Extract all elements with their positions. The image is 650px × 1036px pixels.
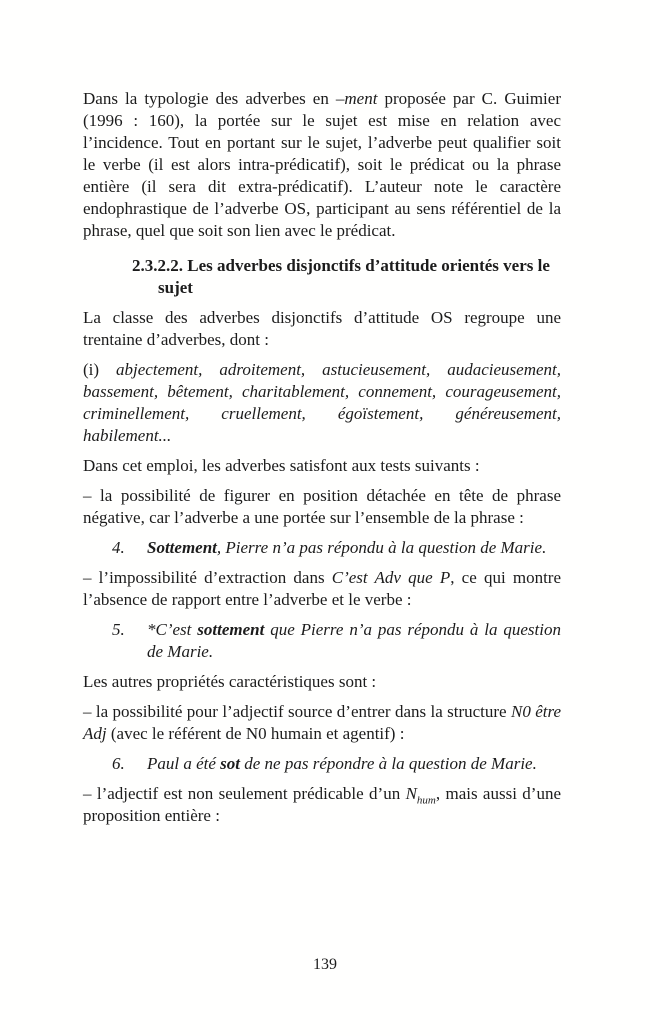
example-4-text: Sottement, Pierre n’a pas répondu à la question de Marie. [147,538,547,557]
page-number: 139 [313,956,337,973]
example-4 [83,537,561,559]
dash-item-detachment-test: – la possibilité de figurer en position détachée en tête de phrase négative, car l’adverbe a une portée sur l’ensemble de la phrase : [83,486,561,527]
paragraph-autres-proprietes: Les autres propriétés caractéristiques sont : [83,672,377,691]
example-5 [83,619,561,663]
paragraph-typologie-intro: Dans la typologie des adverbes en –ment proposée par C. Guimier (1996 : 160), la portée sur le sujet est mise en relation avec l’incidence. Tout en portant sur le sujet, l’adverbe peut qualifier soit le verbe (il est alors intra-prédicatif), soit le prédicat ou la phrase entière (il sera dit extra-prédicatif). L’auteur note le caractère endophrastique de l’adverbe OS, participant au sens référentiel de la phrase, quel que soit son lien avec le prédicat. [83,89,561,240]
paragraph-tests-intro: Dans cet emploi, les adverbes satisfont aux tests suivants : [83,456,480,475]
example-4-number: 4. [112,538,125,557]
page-body [83,88,561,835]
section-heading-2-3-2-2: 2.3.2.2. Les adverbes disjonctifs d’attitude orientés vers le sujet [132,256,550,297]
paragraph-adverb-list-i: (i) abjectement, adroitement, astucieusement, audacieusement, bassement, bêtement, charitablement, connement, courageusement, criminellement, cruellement, égoïstement, généreusement, habilement... [83,360,562,445]
example-5-number: 5. [112,620,125,639]
example-6 [83,753,561,775]
paragraph-classe-adverbes: La classe des adverbes disjonctifs d’attitude OS regroupe une trentaine d’adverbes, dont : [83,308,561,349]
dash-item-adjectif-structure: – la possibilité pour l’adjectif source d’entrer dans la structure N0 être Adj (avec le référent de N0 humain et agentif) : [83,702,561,743]
example-6-number: 6. [112,754,125,773]
dash-item-extraction-test: – l’impossibilité d’extraction dans C’est Adv que P, ce qui montre l’absence de rapport entre l’adverbe et le verbe : [83,568,562,609]
example-6-text: Paul a été sot de ne pas répondre à la question de Marie. [147,754,537,773]
example-5-text: *C’est sottement que Pierre n’a pas répondu à la question de Marie. [147,620,561,661]
dash-item-adjectif-predicable: – l’adjectif est non seulement prédicable d’un $N_{hum}$, mais aussi d’une proposition entière : [83,784,561,825]
